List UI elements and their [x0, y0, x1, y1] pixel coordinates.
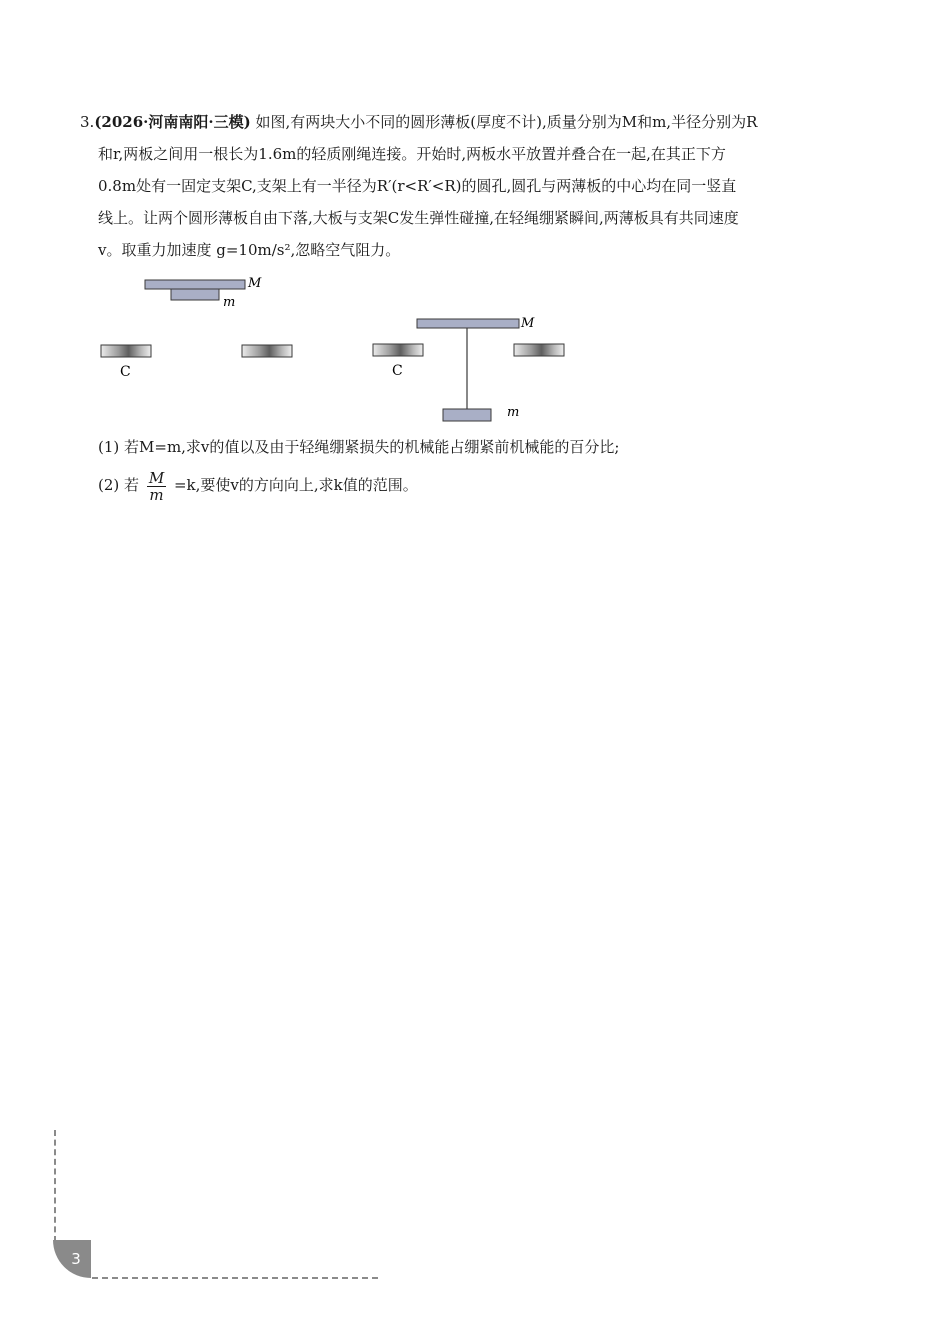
page-number: 3	[71, 1250, 81, 1268]
page-number-badge	[53, 1240, 91, 1278]
fraction-denominator: m	[149, 485, 164, 504]
left-scenario	[101, 276, 292, 380]
support-left-block	[101, 345, 151, 357]
label-C: C	[392, 363, 403, 379]
small-plate-m	[171, 289, 219, 300]
label-m: m	[507, 405, 520, 420]
fraction-numerator: M	[148, 468, 165, 487]
stem-line-2: 和r,两板之间用一根长为1.6m的轻质刚绳连接。开始时,两板水平放置并叠合在一起,在其正下方	[98, 145, 726, 163]
physics-figure	[95, 270, 575, 430]
problem-source: (2026·河南南阳·三模)	[94, 113, 251, 131]
right-scenario	[373, 316, 564, 421]
question-2	[98, 465, 418, 505]
support-right-block	[514, 344, 564, 356]
label-m: m	[223, 295, 236, 310]
question-2-suffix: =k,要使v的方向向上,求k值的范围。	[173, 476, 418, 494]
footer-dashed-horizontal	[92, 1277, 378, 1279]
stem-line-1: 如图,有两块大小不同的圆形薄板(厚度不计),质量分别为M和m,半径分别为R	[255, 113, 758, 131]
label-M: M	[248, 276, 262, 291]
small-plate-m	[443, 409, 491, 421]
stem-line-5: v。取重力加速度 g=10m/s²,忽略空气阻力。	[98, 241, 401, 259]
footer-dashed-vertical	[54, 1130, 56, 1242]
question-1: (1) 若M=m,求v的值以及由于轻绳绷紧损失的机械能占绷紧前机械能的百分比;	[98, 438, 620, 456]
label-M: M	[521, 316, 535, 331]
stem-line-4: 线上。让两个圆形薄板自由下落,大板与支架C发生弹性碰撞,在轻绳绷紧瞬间,两薄板具有共同速度	[98, 209, 739, 227]
large-plate-M	[145, 280, 245, 289]
support-right-block	[242, 345, 292, 357]
problem-number: 3.	[80, 113, 95, 131]
support-left-block	[373, 344, 423, 356]
problem-stem	[80, 106, 880, 266]
label-C: C	[120, 364, 131, 380]
question-2-prefix: (2) 若	[98, 476, 140, 494]
fraction-M-over-m	[147, 470, 166, 503]
stem-line-3: 0.8m处有一固定支架C,支架上有一半径为R′(r<R′<R)的圆孔,圆孔与两薄板的中心均在同一竖直	[98, 177, 737, 195]
large-plate-M	[417, 319, 519, 328]
